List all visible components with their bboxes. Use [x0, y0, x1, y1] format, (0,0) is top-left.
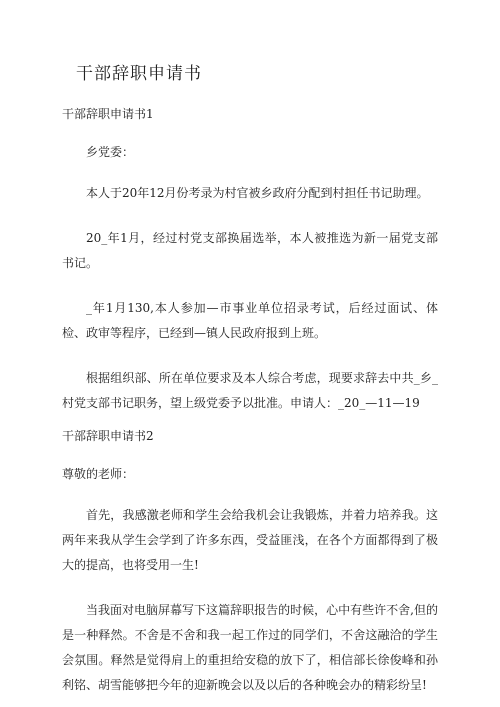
letter-1-paragraph: 根据组织部、所在单位要求及本人综合考虑，现要求辞去中共_乡_村党支部书记职务，望上级党委予以批准。申请人：_20_—11—19 — [62, 371, 438, 410]
letter-1-heading: 干部辞职申请书1 — [62, 107, 154, 121]
letter-1-paragraph: 20_年1月，经过村党支部换届选举，本人被推选为新一届党支部书记。 — [62, 231, 438, 270]
letter-2 — [62, 427, 438, 698]
letter-2-salutation: 尊敬的老师： — [62, 467, 135, 481]
document-title: 干部辞职申请书 — [76, 64, 202, 84]
letter-2-paragraph: 首先，我感激老师和学生会给我机会让我锻炼，并着力培养我。这两年来我从学生会学到了许多东西，受益匪浅，在各个方面都得到了极大的提高，也将受用一生! — [62, 508, 438, 572]
letter-1-paragraph: 本人于20年12月份考录为村官被乡政府分配到村担任书记助理。 — [86, 186, 429, 200]
letter-2-heading: 干部辞职申请书2 — [62, 429, 154, 443]
letter-2-paragraph: 当我面对电脑屏幕写下这篇辞职报告的时候，心中有些许不舍,但的是一种释然。不舍是不舍和我一起工作过的同学们，不舍这融洽的学生会氛围。释然是觉得肩上的重担给安稳的放下了，相信部长徐俊峰和孙利铭、胡雪能够把今年的迎新晚会以及以后的各种晚会办的精彩纷呈! — [62, 603, 438, 692]
letter-1 — [62, 105, 438, 416]
letter-1-paragraph: _年1月130,本人参加—市事业单位招录考试，后经过面试、体检、政审等程序，已经到—镇人民政府报到上班。 — [62, 301, 438, 340]
letter-1-salutation: 乡党委： — [86, 145, 135, 159]
